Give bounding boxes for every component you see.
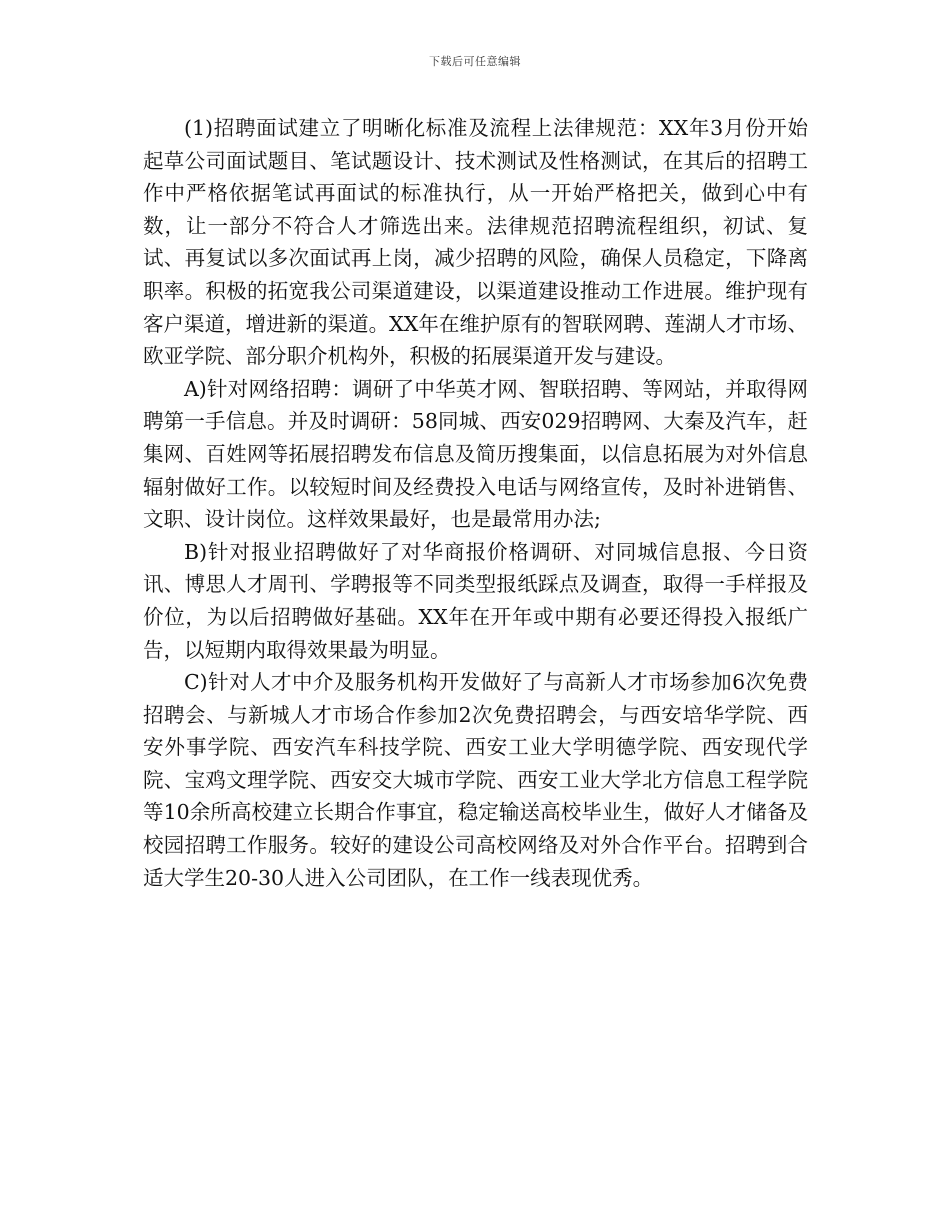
paragraph-recruitment-standards: (1)招聘面试建立了明晰化标准及流程上法律规范：XX年3月份开始起草公司面试题目、笔试题设计、技术测试及性格测试，在其后的招聘工作中严格依据笔试再面试的标准执行，从一开始严格把关，做到心中有数，让一部分不符合人才筛选出来。法律规范招聘流程组织，初试、复试、再复试以多次面试再上岗，减少招聘的风险，确保人员稳定，下降离职率。积极的拓宽我公司渠道建设，以渠道建设推动工作进展。维护现有客户渠道，增进新的渠道。XX年在维护原有的智联网聘、莲湖人才市场、欧亚学院、部分职介机构外，积极的拓展渠道开发与建设。 [143,116,808,369]
paragraph-agency-recruitment: C)针对人才中介及服务机构开发做好了与高新人才市场参加6次免费招聘会、与新城人才市场合作参加2次免费招聘会，与西安培华学院、西安外事学院、西安汽车科技学院、西安工业大学明德学院、西安现代学院、宝鸡文理学院、西安交大城市学院、西安工业大学北方信息工程学院等10余所高校建立长期合作事宜，稳定输送高校毕业生，做好人才储备及校园招聘工作服务。较好的建设公司高校网络及对外合作平台。招聘到合适大学生20-30人进入公司团队，在工作一线表现优秀。 [143,670,808,890]
paragraph-online-recruitment: A)针对网络招聘：调研了中华英才网、智联招聘、等网站，并取得网聘第一手信息。并及时调研：58同城、西安029招聘网、大秦及汽车，赶集网、百姓网等拓展招聘发布信息及简历搜集面，以信息拓展为对外信息辐射做好工作。以较短时间及经费投入电话与网络宣传，及时补进销售、文职、设计岗位。这样效果最好，也是最常用办法; [143,376,808,532]
document-body [143,112,808,894]
paragraph-newspaper-recruitment: B)针对报业招聘做好了对华商报价格调研、对同城信息报、今日资讯、博思人才周刊、学聘报等不同类型报纸踩点及调查，取得一手样报及价位，为以后招聘做好基础。XX年在开年或中期有必要还得投入报纸广告，以短期内取得效果最为明显。 [143,539,808,662]
page-header: 下载后可任意编辑 [429,55,521,68]
